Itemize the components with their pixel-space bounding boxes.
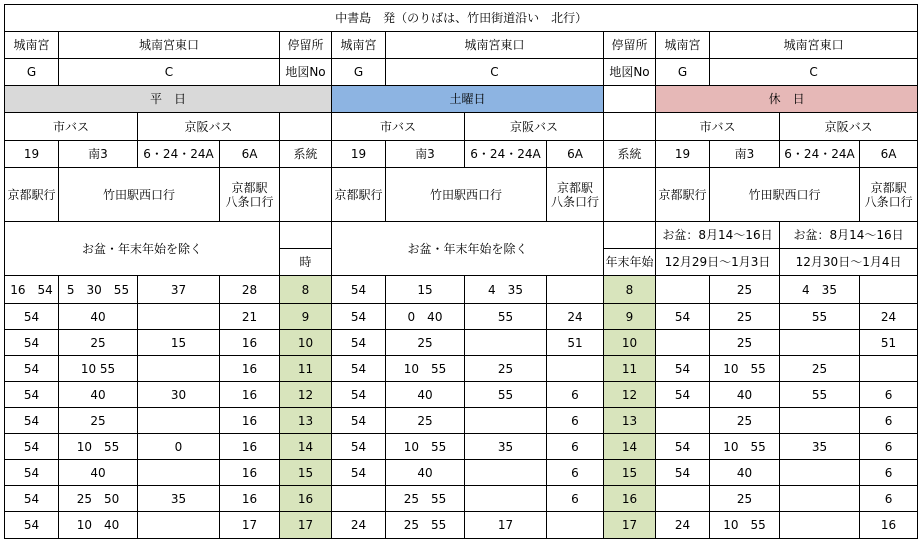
operator-gap [280,113,332,141]
holiday-time-19-cell [656,486,710,512]
saturday-time-19-cell: 54 [332,408,386,434]
schedule-body [5,276,918,539]
dest-kyoto-station: 京都駅行 [5,168,59,222]
timetable [4,4,918,539]
holiday-time-minami3-cell: 10 55 [710,512,780,539]
operator-city-bus: 市バス [656,113,780,141]
saturday-time-6-24-24a-cell: 55 [465,382,547,408]
dest-kyoto-hachijo: 京都駅 八条口行 [220,168,280,222]
saturday-time-6-24-24a-cell [465,408,547,434]
weekday-time-6-24-24a-cell: 30 [138,382,220,408]
saturday-time-19-cell: 54 [332,356,386,382]
section-gap [604,86,656,113]
saturday-time-6-24-24a-cell: 4 35 [465,276,547,304]
holiday-time-minami3-cell: 40 [710,382,780,408]
weekday-time-19-cell: 54 [5,408,59,434]
weekday-time-6a-cell: 16 [220,382,280,408]
holiday-time-19-cell: 54 [656,356,710,382]
weekday-time-19-cell: 54 [5,330,59,356]
weekday-time-6a-cell: 16 [220,330,280,356]
route-6a: 6A [220,141,280,168]
dest-gap [604,168,656,222]
route-6a: 6A [547,141,604,168]
note-holiday-obon-b: お盆：8月14〜16日 [780,222,918,249]
holiday-time-6a-cell: 6 [860,408,918,434]
section-row [5,86,918,113]
weekday-time-6-24-24a-cell: 15 [138,330,220,356]
nenmatsu-label: 年末年始 [604,249,656,276]
weekday-time-19-cell: 54 [5,304,59,330]
section-holiday: 休 日 [656,86,918,113]
route-minami3: 南3 [386,141,465,168]
saturday-time-6-24-24a-cell: 55 [465,304,547,330]
saturday-time-6a-cell: 6 [547,434,604,460]
operator-keihan-bus: 京阪バス [138,113,280,141]
saturday-time-6a-cell: 6 [547,408,604,434]
weekday-time-minami3-cell: 10 40 [59,512,138,539]
weekday-time-19-cell: 54 [5,460,59,486]
holiday-time-minami3-cell: 25 [710,330,780,356]
holiday-time-19-cell [656,330,710,356]
saturday-time-6-24-24a-cell: 17 [465,512,547,539]
table-row [5,382,918,408]
table-row [5,276,918,304]
dest-gap [280,168,332,222]
operator-city-bus: 市バス [332,113,465,141]
weekday-time-6-24-24a-cell [138,460,220,486]
hour-cell: 17 [604,512,656,539]
map-row [5,59,918,86]
map-id-g: G [656,59,710,86]
saturday-time-6a-cell [547,356,604,382]
stop-label: 停留所 [604,32,656,59]
holiday-time-6-24-24a-cell: 4 35 [780,276,860,304]
operator-row [5,113,918,141]
saturday-time-6a-cell: 6 [547,460,604,486]
saturday-time-minami3-cell: 10 55 [386,434,465,460]
table-row [5,486,918,512]
weekday-time-minami3-cell: 25 50 [59,486,138,512]
weekday-time-19-cell: 54 [5,486,59,512]
dest-kyoto-station: 京都駅行 [332,168,386,222]
holiday-time-19-cell: 54 [656,304,710,330]
holiday-time-6a-cell: 6 [860,382,918,408]
holiday-time-6a-cell: 51 [860,330,918,356]
holiday-time-6a-cell: 6 [860,460,918,486]
weekday-time-6a-cell: 16 [220,434,280,460]
saturday-time-minami3-cell: 10 55 [386,356,465,382]
map-id-c: C [386,59,604,86]
table-row [5,330,918,356]
hour-cell: 10 [280,330,332,356]
holiday-time-6a-cell: 6 [860,486,918,512]
saturday-time-19-cell [332,486,386,512]
map-id-g: G [5,59,59,86]
holiday-time-19-cell [656,408,710,434]
route-6a: 6A [860,141,918,168]
weekday-time-6-24-24a-cell: 35 [138,486,220,512]
weekday-time-6a-cell: 16 [220,408,280,434]
dest-takeda-nishiguchi: 竹田駅西口行 [710,168,860,222]
saturday-time-minami3-cell: 25 [386,330,465,356]
holiday-time-6a-cell: 16 [860,512,918,539]
weekday-time-minami3-cell: 40 [59,382,138,408]
weekday-time-19-cell: 54 [5,512,59,539]
keito-label: 系統 [280,141,332,168]
holiday-time-6-24-24a-cell: 35 [780,434,860,460]
saturday-time-minami3-cell: 25 [386,408,465,434]
operator-keihan-bus: 京阪バス [780,113,918,141]
stop-row [5,32,918,59]
hour-cell: 12 [604,382,656,408]
weekday-time-minami3-cell: 10 55 [59,356,138,382]
weekday-time-minami3-cell: 40 [59,304,138,330]
holiday-time-6-24-24a-cell [780,486,860,512]
stop-jonangu: 城南宮 [656,32,710,59]
note-gap [604,222,656,249]
table-row [5,512,918,539]
keito-label: 系統 [604,141,656,168]
hour-cell: 8 [280,276,332,304]
saturday-time-6-24-24a-cell [465,460,547,486]
route-19: 19 [5,141,59,168]
weekday-time-6-24-24a-cell [138,304,220,330]
saturday-time-6-24-24a-cell: 35 [465,434,547,460]
saturday-time-19-cell: 54 [332,330,386,356]
weekday-time-6a-cell: 16 [220,356,280,382]
holiday-time-minami3-cell: 25 [710,276,780,304]
stop-label: 停留所 [280,32,332,59]
saturday-time-6-24-24a-cell [465,486,547,512]
table-row [5,434,918,460]
hour-cell: 15 [280,460,332,486]
weekday-time-6-24-24a-cell [138,356,220,382]
weekday-time-19-cell: 54 [5,382,59,408]
hour-cell: 17 [280,512,332,539]
saturday-time-6a-cell: 6 [547,382,604,408]
table-row [5,304,918,330]
note-exclude-saturday: お盆・年末年始を除く [332,222,604,276]
table-row [5,356,918,382]
note-row-1 [5,222,918,249]
stop-jonangu-higashi: 城南宮東口 [386,32,604,59]
holiday-time-6a-cell [860,276,918,304]
weekday-time-19-cell: 54 [5,434,59,460]
stop-jonangu: 城南宮 [5,32,59,59]
hour-cell: 14 [280,434,332,460]
table-title: 中書島 発（のりばは、竹田街道沿い 北行） [5,5,918,32]
route-19: 19 [656,141,710,168]
note-gap [280,222,332,249]
saturday-time-6-24-24a-cell: 25 [465,356,547,382]
weekday-time-minami3-cell: 25 [59,330,138,356]
dest-kyoto-hachijo: 京都駅 八条口行 [860,168,918,222]
holiday-time-minami3-cell: 25 [710,408,780,434]
saturday-time-minami3-cell: 15 [386,276,465,304]
holiday-time-6-24-24a-cell [780,408,860,434]
stop-jonangu-higashi: 城南宮東口 [710,32,918,59]
table-row [5,408,918,434]
operator-gap [604,113,656,141]
hour-cell: 11 [604,356,656,382]
holiday-time-6-24-24a-cell [780,330,860,356]
map-id-g: G [332,59,386,86]
saturday-time-19-cell: 54 [332,434,386,460]
holiday-time-19-cell: 54 [656,434,710,460]
stop-jonangu: 城南宮 [332,32,386,59]
dest-kyoto-hachijo: 京都駅 八条口行 [547,168,604,222]
saturday-time-19-cell: 54 [332,276,386,304]
holiday-time-minami3-cell: 40 [710,460,780,486]
route-19: 19 [332,141,386,168]
weekday-time-6a-cell: 28 [220,276,280,304]
operator-city-bus: 市バス [5,113,138,141]
hour-cell: 16 [604,486,656,512]
holiday-time-6-24-24a-cell: 25 [780,356,860,382]
dest-kyoto-station: 京都駅行 [656,168,710,222]
holiday-time-19-cell: 54 [656,460,710,486]
route-6-24-24a: 6・24・24A [465,141,547,168]
hour-cell: 8 [604,276,656,304]
hour-cell: 16 [280,486,332,512]
holiday-time-6a-cell [860,356,918,382]
holiday-time-minami3-cell: 25 [710,486,780,512]
note-holiday-obon-a: お盆：8月14〜16日 [656,222,780,249]
hour-cell: 12 [280,382,332,408]
saturday-time-minami3-cell: 0 40 [386,304,465,330]
hour-cell: 9 [280,304,332,330]
map-label: 地図No [604,59,656,86]
saturday-time-19-cell: 54 [332,460,386,486]
holiday-time-6-24-24a-cell [780,460,860,486]
holiday-time-6-24-24a-cell: 55 [780,304,860,330]
weekday-time-6a-cell: 16 [220,486,280,512]
weekday-time-19-cell: 16 54 [5,276,59,304]
holiday-time-6a-cell: 24 [860,304,918,330]
weekday-time-6-24-24a-cell [138,512,220,539]
hour-cell: 10 [604,330,656,356]
dest-takeda-nishiguchi: 竹田駅西口行 [59,168,220,222]
saturday-time-6a-cell: 6 [547,486,604,512]
saturday-time-19-cell: 54 [332,382,386,408]
note-holiday-newyear-a: 12月29日〜1月3日 [656,249,780,276]
weekday-time-6a-cell: 17 [220,512,280,539]
weekday-time-minami3-cell: 5 30 55 [59,276,138,304]
hour-cell: 14 [604,434,656,460]
weekday-time-6-24-24a-cell: 0 [138,434,220,460]
weekday-time-6a-cell: 16 [220,460,280,486]
saturday-time-19-cell: 24 [332,512,386,539]
holiday-time-6a-cell: 6 [860,434,918,460]
map-id-c: C [59,59,280,86]
section-weekday: 平 日 [5,86,332,113]
hour-cell: 15 [604,460,656,486]
saturday-time-6a-cell: 51 [547,330,604,356]
holiday-time-19-cell: 24 [656,512,710,539]
weekday-time-6-24-24a-cell [138,408,220,434]
weekday-time-minami3-cell: 25 [59,408,138,434]
table-row [5,460,918,486]
section-saturday: 土曜日 [332,86,604,113]
destination-row [5,168,918,222]
route-minami3: 南3 [710,141,780,168]
route-6-24-24a: 6・24・24A [780,141,860,168]
hour-cell: 9 [604,304,656,330]
holiday-time-minami3-cell: 10 55 [710,356,780,382]
saturday-time-6a-cell [547,512,604,539]
hour-cell: 13 [604,408,656,434]
saturday-time-6a-cell [547,276,604,304]
holiday-time-6-24-24a-cell [780,512,860,539]
holiday-time-19-cell [656,276,710,304]
note-holiday-newyear-b: 12月30日〜1月4日 [780,249,918,276]
weekday-time-minami3-cell: 40 [59,460,138,486]
weekday-time-6a-cell: 21 [220,304,280,330]
route-6-24-24a: 6・24・24A [138,141,220,168]
saturday-time-minami3-cell: 25 55 [386,512,465,539]
weekday-time-minami3-cell: 10 55 [59,434,138,460]
saturday-time-6a-cell: 24 [547,304,604,330]
operator-keihan-bus: 京阪バス [465,113,604,141]
hour-label: 時 [280,249,332,276]
saturday-time-6-24-24a-cell [465,330,547,356]
weekday-time-6-24-24a-cell: 37 [138,276,220,304]
saturday-time-minami3-cell: 40 [386,460,465,486]
note-exclude-weekday: お盆・年末年始を除く [5,222,280,276]
holiday-time-minami3-cell: 10 55 [710,434,780,460]
map-id-c: C [710,59,918,86]
holiday-time-19-cell: 54 [656,382,710,408]
route-row [5,141,918,168]
weekday-time-19-cell: 54 [5,356,59,382]
holiday-time-minami3-cell: 25 [710,304,780,330]
saturday-time-19-cell: 54 [332,304,386,330]
hour-cell: 13 [280,408,332,434]
map-label: 地図No [280,59,332,86]
saturday-time-minami3-cell: 40 [386,382,465,408]
route-minami3: 南3 [59,141,138,168]
stop-jonangu-higashi: 城南宮東口 [59,32,280,59]
holiday-time-6-24-24a-cell: 55 [780,382,860,408]
dest-takeda-nishiguchi: 竹田駅西口行 [386,168,547,222]
hour-cell: 11 [280,356,332,382]
saturday-time-minami3-cell: 25 55 [386,486,465,512]
